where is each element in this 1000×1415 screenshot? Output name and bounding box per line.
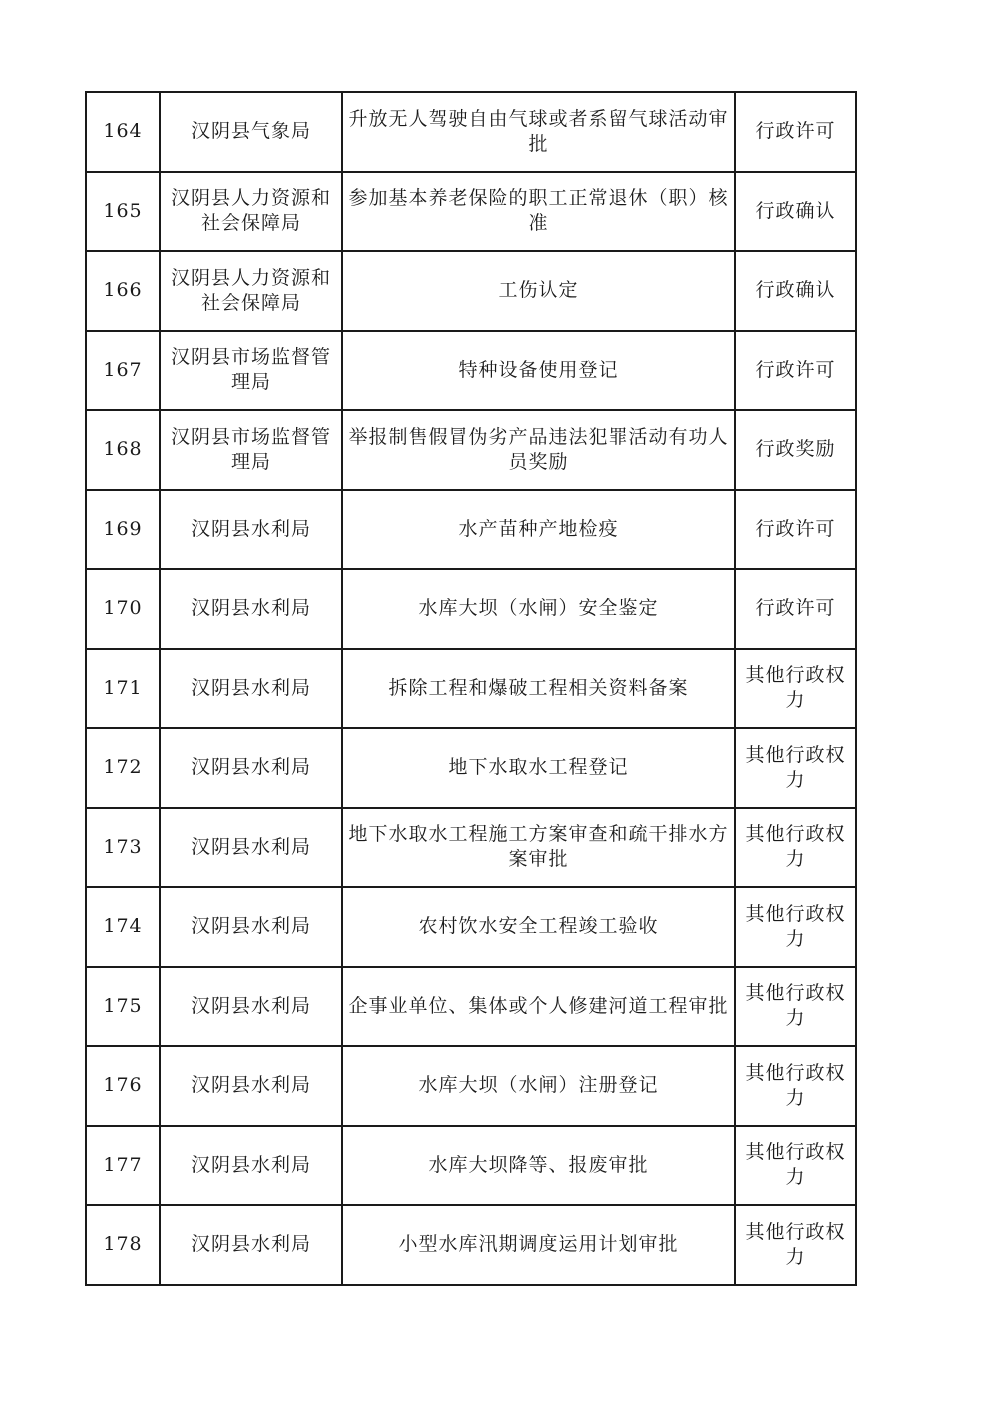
department-name: 汉阴县水利局 [160, 649, 342, 729]
administrative-power-table [85, 91, 857, 1286]
row-number: 171 [86, 649, 160, 729]
table-row [86, 410, 856, 490]
power-type: 行政奖励 [735, 410, 856, 490]
table-row [86, 172, 856, 252]
department-name: 汉阴县市场监督管理局 [160, 331, 342, 411]
power-item-name: 工伤认定 [342, 251, 735, 331]
table-row [86, 92, 856, 172]
department-name: 汉阴县水利局 [160, 728, 342, 808]
row-number: 168 [86, 410, 160, 490]
table-row [86, 251, 856, 331]
power-item-name: 小型水库汛期调度运用计划审批 [342, 1205, 735, 1285]
row-number: 164 [86, 92, 160, 172]
power-type: 其他行政权力 [735, 808, 856, 888]
power-type: 其他行政权力 [735, 728, 856, 808]
row-number: 173 [86, 808, 160, 888]
table-body [86, 92, 856, 1285]
power-item-name: 举报制售假冒伪劣产品违法犯罪活动有功人员奖励 [342, 410, 735, 490]
row-number: 175 [86, 967, 160, 1047]
row-number: 174 [86, 887, 160, 967]
row-number: 178 [86, 1205, 160, 1285]
table-row [86, 728, 856, 808]
table-row [86, 1046, 856, 1126]
table-row [86, 887, 856, 967]
row-number: 176 [86, 1046, 160, 1126]
power-type: 行政许可 [735, 331, 856, 411]
table-row [86, 808, 856, 888]
row-number: 167 [86, 331, 160, 411]
power-type: 行政许可 [735, 92, 856, 172]
department-name: 汉阴县气象局 [160, 92, 342, 172]
power-item-name: 水产苗种产地检疫 [342, 490, 735, 570]
power-type: 行政许可 [735, 569, 856, 649]
power-item-name: 拆除工程和爆破工程相关资料备案 [342, 649, 735, 729]
power-type: 其他行政权力 [735, 887, 856, 967]
power-item-name: 企事业单位、集体或个人修建河道工程审批 [342, 967, 735, 1047]
table-row [86, 649, 856, 729]
power-type: 行政确认 [735, 251, 856, 331]
department-name: 汉阴县水利局 [160, 808, 342, 888]
power-item-name: 升放无人驾驶自由气球或者系留气球活动审批 [342, 92, 735, 172]
row-number: 172 [86, 728, 160, 808]
row-number: 165 [86, 172, 160, 252]
power-type: 其他行政权力 [735, 1126, 856, 1206]
power-item-name: 地下水取水工程施工方案审查和疏干排水方案审批 [342, 808, 735, 888]
department-name: 汉阴县水利局 [160, 569, 342, 649]
row-number: 170 [86, 569, 160, 649]
department-name: 汉阴县水利局 [160, 887, 342, 967]
power-type: 其他行政权力 [735, 967, 856, 1047]
power-type: 其他行政权力 [735, 649, 856, 729]
table-row [86, 967, 856, 1047]
table-row [86, 490, 856, 570]
department-name: 汉阴县人力资源和社会保障局 [160, 172, 342, 252]
table-row [86, 569, 856, 649]
power-type: 行政确认 [735, 172, 856, 252]
department-name: 汉阴县人力资源和社会保障局 [160, 251, 342, 331]
row-number: 177 [86, 1126, 160, 1206]
power-type: 其他行政权力 [735, 1046, 856, 1126]
power-item-name: 水库大坝（水闸）安全鉴定 [342, 569, 735, 649]
power-item-name: 特种设备使用登记 [342, 331, 735, 411]
power-item-name: 地下水取水工程登记 [342, 728, 735, 808]
department-name: 汉阴县水利局 [160, 1046, 342, 1126]
row-number: 166 [86, 251, 160, 331]
power-type: 行政许可 [735, 490, 856, 570]
department-name: 汉阴县市场监督管理局 [160, 410, 342, 490]
power-item-name: 参加基本养老保险的职工正常退休（职）核准 [342, 172, 735, 252]
table-row [86, 1205, 856, 1285]
power-item-name: 水库大坝（水闸）注册登记 [342, 1046, 735, 1126]
power-item-name: 农村饮水安全工程竣工验收 [342, 887, 735, 967]
table-row [86, 331, 856, 411]
department-name: 汉阴县水利局 [160, 1205, 342, 1285]
power-type: 其他行政权力 [735, 1205, 856, 1285]
department-name: 汉阴县水利局 [160, 490, 342, 570]
table-row [86, 1126, 856, 1206]
row-number: 169 [86, 490, 160, 570]
department-name: 汉阴县水利局 [160, 967, 342, 1047]
department-name: 汉阴县水利局 [160, 1126, 342, 1206]
power-item-name: 水库大坝降等、报废审批 [342, 1126, 735, 1206]
